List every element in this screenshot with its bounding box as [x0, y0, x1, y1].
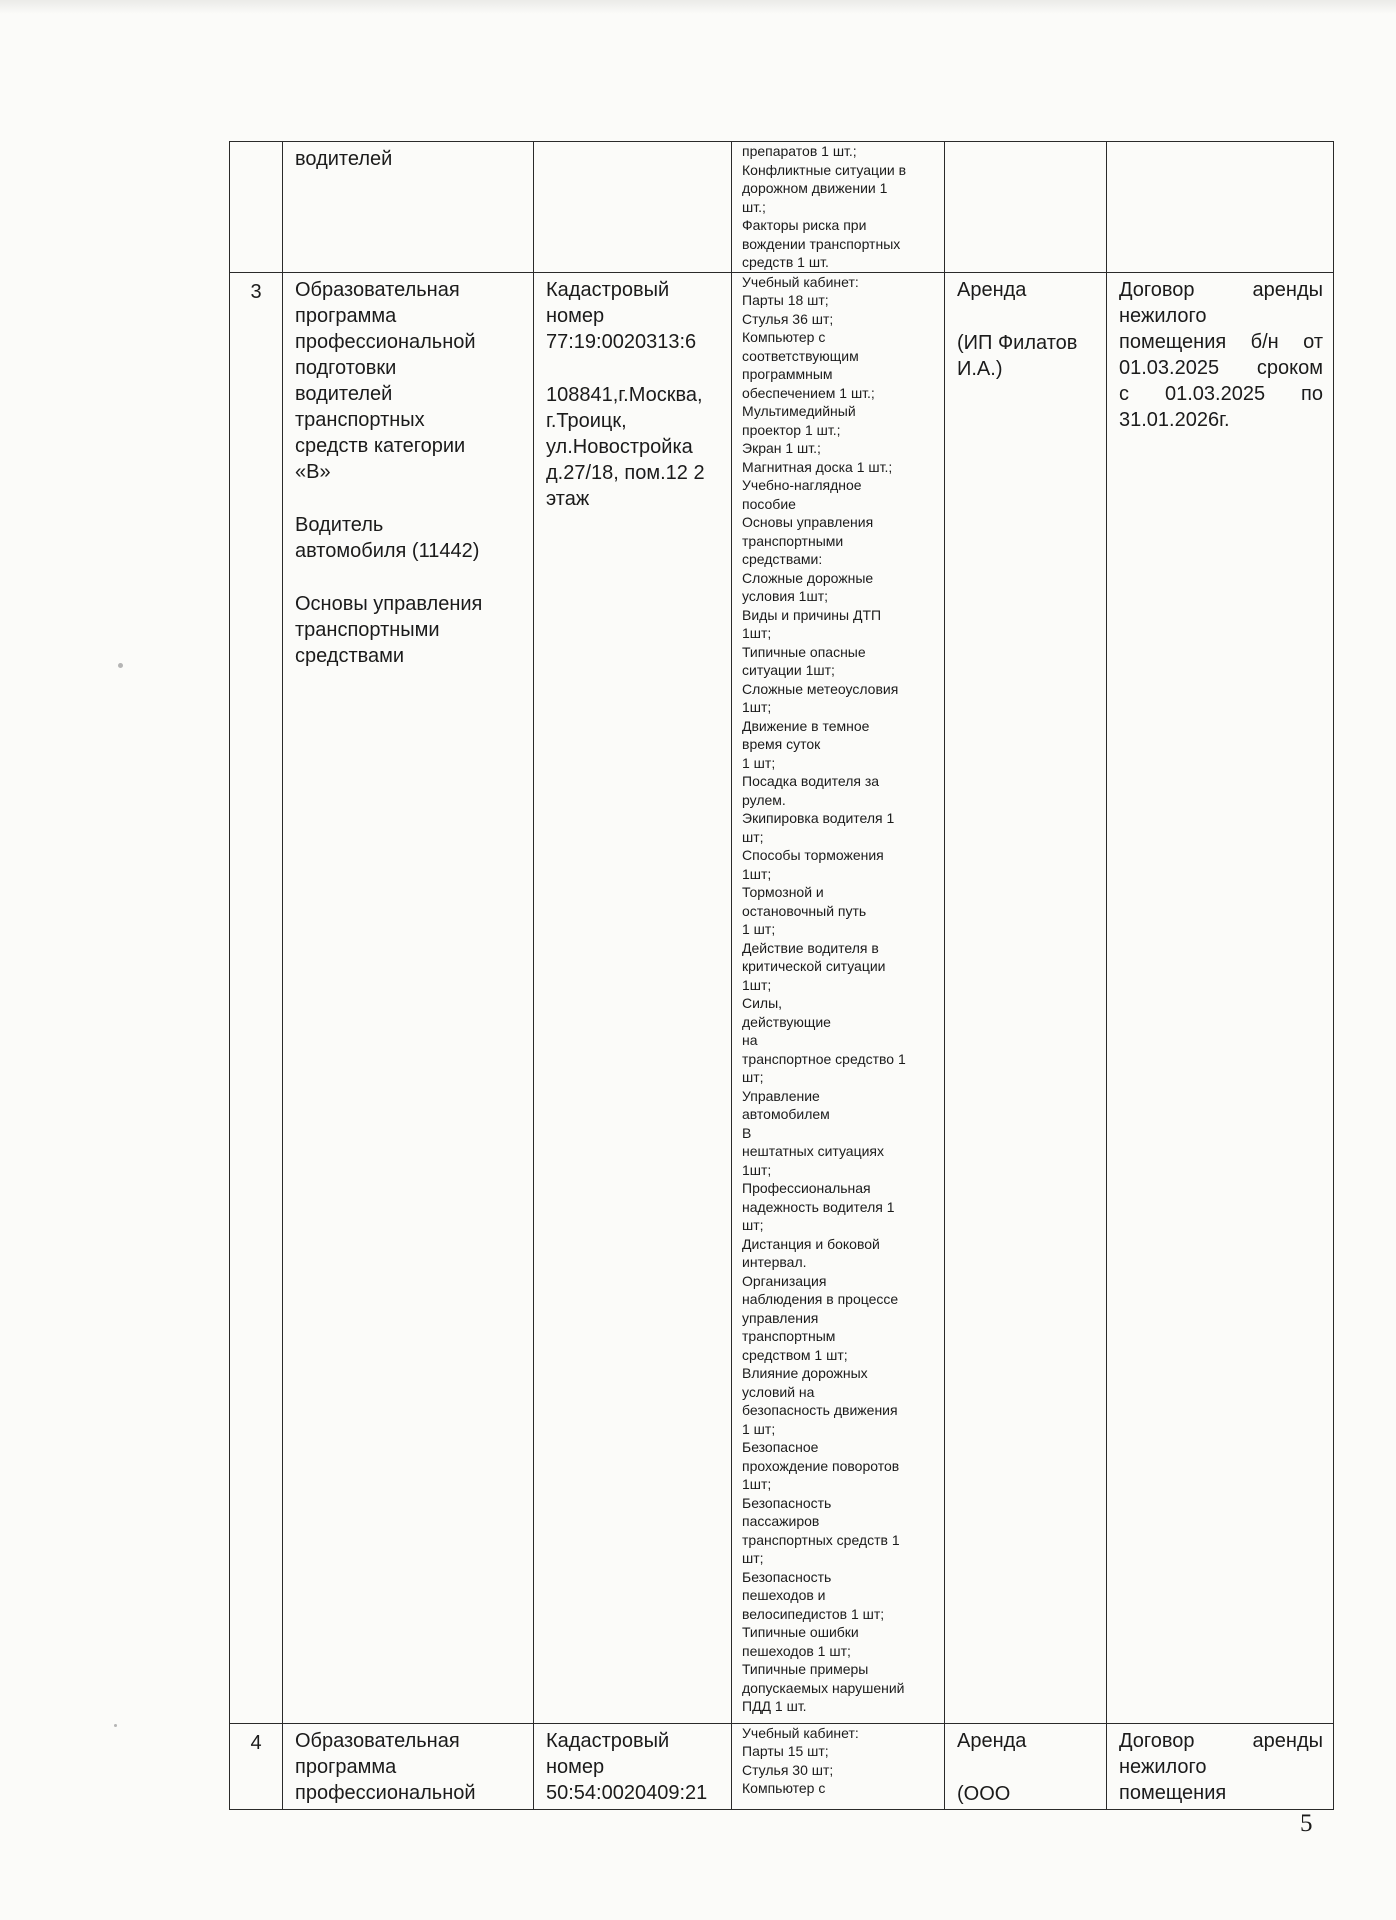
cell-line: помещения — [1119, 1781, 1227, 1804]
table-row-3 — [230, 272, 1334, 1723]
cell-line: г.Троицк, — [546, 409, 627, 432]
cell-line — [295, 564, 523, 591]
cell-line: нежилого — [1119, 1755, 1207, 1778]
contract-cell — [1107, 142, 1334, 273]
equipment-line: вождении транспортных — [742, 235, 901, 252]
cell-line: транспортными — [295, 618, 440, 641]
cell-line: «В» — [295, 460, 331, 483]
cell-line: 01.03.2025 сроком — [1119, 356, 1323, 379]
cell-line: профессиональной — [295, 1781, 476, 1804]
cell-line: номер — [546, 304, 605, 327]
cell-line — [546, 355, 721, 382]
cell-line: 108841,г.Москва, — [546, 383, 703, 406]
equipment-line: Стулья 36 шт; — [742, 310, 834, 327]
cell-line: Кадастровый — [546, 278, 670, 301]
equipment-line: 1шт; — [742, 976, 772, 993]
equipment-line: Типичные опасные — [742, 643, 866, 660]
program-cell — [283, 1723, 534, 1809]
equipment-line: Сложные дорожные — [742, 569, 874, 586]
equipment-line: Учебно-наглядное — [742, 477, 862, 493]
equipment-line: средством 1 шт; — [742, 1346, 848, 1363]
equipment-line: Парты 15 шт; — [742, 1743, 829, 1759]
cell-line: программа — [295, 1755, 397, 1778]
equipment-line: Безопасное — [742, 1439, 819, 1455]
equipment-line: Мультимедийный — [742, 403, 856, 419]
equipment-line: обеспечением 1 шт.; — [742, 384, 875, 401]
equipment-line: проектор 1 шт.; — [742, 421, 841, 438]
equipment-line: Безопасность — [742, 1568, 832, 1585]
basis-cell — [945, 272, 1107, 1723]
equipment-line: Типичные ошибки — [742, 1624, 859, 1640]
cell-line: (ИП Филатов — [957, 331, 1078, 354]
equipment-line: 1 шт; — [742, 754, 776, 771]
equipment-line: Способы торможения — [742, 847, 884, 863]
equipment-line: шт.; — [742, 198, 766, 215]
equipment-line: критической ситуации — [742, 958, 886, 974]
contract-cell — [1107, 272, 1334, 1723]
equipment-line: Силы, — [742, 995, 783, 1011]
equipment-line: 1 шт; — [742, 921, 776, 937]
equipment-line: Учебный кабинет: — [742, 273, 859, 290]
equipment-line: Магнитная доска 1 шт.; — [742, 458, 893, 475]
cell-line: нежилого — [1119, 304, 1207, 327]
contract-cell — [1107, 1723, 1334, 1809]
equipment-line: Профессиональная — [742, 1180, 871, 1196]
equipment-line: Посадка водителя за — [742, 773, 880, 789]
equipment-line: шт; — [742, 828, 764, 845]
equipment-line: допускаемых нарушений — [742, 1679, 905, 1696]
cell-line: 50:54:0020409:21 — [546, 1781, 708, 1804]
equipment-line: транспортных средств 1 — [742, 1531, 900, 1548]
equipment-line: транспортным — [742, 1328, 836, 1344]
scan-edge — [0, 0, 1396, 14]
equipment-line: Организация — [742, 1272, 827, 1289]
equipment-line: средствами: — [742, 551, 823, 567]
equipment-line: ситуации 1шт; — [742, 662, 835, 678]
equipment-cell — [732, 272, 945, 1723]
cell-line: И.А.) — [957, 357, 1003, 380]
equipment-line: условия 1шт; — [742, 588, 829, 604]
cell-line: помещения б/н от — [1119, 330, 1323, 353]
equipment-line: Движение в темное — [742, 717, 870, 734]
table-row-continued — [230, 142, 1334, 273]
table-row-4 — [230, 1723, 1334, 1809]
equipment-line: ПДД 1 шт. — [742, 1698, 807, 1714]
equipment-line: дорожном движении 1 — [742, 180, 888, 196]
equipment-line: Безопасность — [742, 1494, 832, 1511]
cell-line: средствами — [295, 644, 405, 667]
equipment-line: Управление — [742, 1087, 820, 1104]
equipment-line: транспортное средство 1 — [742, 1050, 906, 1067]
equipment-line: 1шт; — [742, 865, 772, 882]
equipment-line: 1шт; — [742, 1161, 772, 1178]
equipment-line: на — [742, 1032, 758, 1048]
equipment-line: Конфликтные ситуации в — [742, 161, 907, 178]
equipment-line: средств 1 шт. — [742, 254, 829, 270]
equipment-line: Компьютер с — [742, 1780, 826, 1796]
equipment-line: Экран 1 шт.; — [742, 440, 821, 456]
equipment-line: шт; — [742, 1069, 764, 1085]
equipment-line: пособие — [742, 495, 796, 512]
address-cell — [534, 272, 732, 1723]
address-cell — [534, 1723, 732, 1809]
cell-line: Кадастровый — [546, 1729, 670, 1752]
equipment-line: Действие водителя в — [742, 939, 879, 956]
equipment-line: пешеходов 1 шт; — [742, 1642, 851, 1659]
equipment-line: Дистанция и боковой — [742, 1235, 880, 1252]
cell-line: 31.01.2026г. — [1119, 408, 1230, 431]
equipment-line: программным — [742, 366, 833, 382]
page-number: 5 — [1300, 1810, 1313, 1837]
number-cell — [230, 142, 283, 273]
equipment-cell — [732, 1723, 945, 1809]
equipment-line: действующие — [742, 1013, 831, 1030]
equipment-line: пассажиров — [742, 1513, 820, 1529]
equipment-line: управления — [742, 1309, 819, 1326]
equipment-line: безопасность движения — [742, 1402, 898, 1418]
equipment-line: шт; — [742, 1550, 764, 1566]
cell-line: подготовки — [295, 356, 397, 379]
equipment-line: шт; — [742, 1217, 764, 1233]
program-line: водителей — [295, 148, 393, 170]
cell-line: 77:19:0020313:6 — [546, 330, 697, 353]
premises-table — [229, 141, 1334, 1810]
row-number: 3 — [230, 272, 283, 1723]
scan-speck — [114, 1724, 117, 1727]
cell-line: Договор аренды — [1119, 1729, 1323, 1752]
cell-line: (ООО — [957, 1782, 1011, 1805]
cell-line — [957, 1754, 1096, 1781]
cell-line: профессиональной — [295, 330, 476, 353]
equipment-line: Основы управления — [742, 514, 874, 530]
equipment-line: наблюдения в процессе — [742, 1291, 899, 1307]
equipment-line: Тормозной и — [742, 884, 824, 900]
cell-line: Аренда — [957, 278, 1027, 301]
equipment-line: Экипировка водителя 1 — [742, 810, 895, 826]
cell-line: водителей — [295, 382, 393, 405]
cell-line: транспортных — [295, 408, 425, 431]
scan-speck — [118, 663, 123, 668]
cell-line: Водитель — [295, 513, 384, 536]
cell-line: этаж — [546, 487, 590, 510]
equipment-line: транспортными — [742, 532, 844, 549]
basis-cell — [945, 142, 1107, 273]
equipment-line: время суток — [742, 736, 821, 752]
cell-line: Образовательная — [295, 278, 460, 301]
basis-cell — [945, 1723, 1107, 1809]
cell-line: д.27/18, пом.12 2 — [546, 461, 705, 484]
equipment-line: Факторы риска при — [742, 217, 867, 233]
equipment-line: Виды и причины ДТП — [742, 606, 882, 623]
cell-line — [957, 303, 1096, 330]
address-cell — [534, 142, 732, 273]
equipment-line: соответствующим — [742, 347, 859, 364]
cell-line: программа — [295, 304, 397, 327]
equipment-line: 1 шт; — [742, 1420, 776, 1437]
equipment-line: 1шт; — [742, 699, 772, 715]
equipment-line: нештатных ситуациях — [742, 1143, 885, 1159]
equipment-line: Компьютер с — [742, 329, 826, 345]
cell-line: средств категории — [295, 434, 466, 457]
equipment-line: Типичные примеры — [742, 1661, 869, 1677]
cell-line — [295, 485, 523, 512]
equipment-line: Учебный кабинет: — [742, 1724, 859, 1741]
program-cell — [283, 142, 534, 273]
equipment-cell — [732, 142, 945, 273]
cell-line: номер — [546, 1755, 605, 1778]
cell-line: автомобиля (11442) — [295, 539, 480, 562]
equipment-line: 1шт; — [742, 1476, 772, 1492]
cell-line: Аренда — [957, 1729, 1027, 1752]
equipment-line: Парты 18 шт; — [742, 292, 829, 308]
equipment-line: остановочный путь — [742, 902, 867, 919]
equipment-line: надежность водителя 1 — [742, 1198, 895, 1215]
equipment-line: Стулья 30 шт; — [742, 1761, 834, 1778]
equipment-line: рулем. — [742, 791, 786, 808]
cell-line: ул.Новостройка — [546, 435, 693, 458]
cell-line: Образовательная — [295, 1729, 460, 1752]
equipment-line: 1шт; — [742, 625, 772, 641]
cell-line: Основы управления — [295, 592, 483, 615]
equipment-line: интервал. — [742, 1254, 807, 1270]
equipment-line: В — [742, 1124, 752, 1141]
equipment-line: прохождение поворотов — [742, 1457, 900, 1474]
equipment-line: автомобилем — [742, 1106, 830, 1122]
equipment-line: Влияние дорожных — [742, 1365, 868, 1381]
equipment-line: препаратов 1 шт.; — [742, 143, 857, 159]
equipment-line: пешеходов и — [742, 1587, 826, 1603]
equipment-line: Сложные метеоусловия — [742, 680, 899, 697]
cell-line: Договор аренды — [1119, 278, 1323, 301]
equipment-line: условий на — [742, 1383, 815, 1400]
program-cell — [283, 272, 534, 1723]
row-number: 4 — [230, 1723, 283, 1809]
equipment-line: велосипедистов 1 шт; — [742, 1605, 885, 1622]
cell-line: с 01.03.2025 по — [1119, 382, 1323, 405]
